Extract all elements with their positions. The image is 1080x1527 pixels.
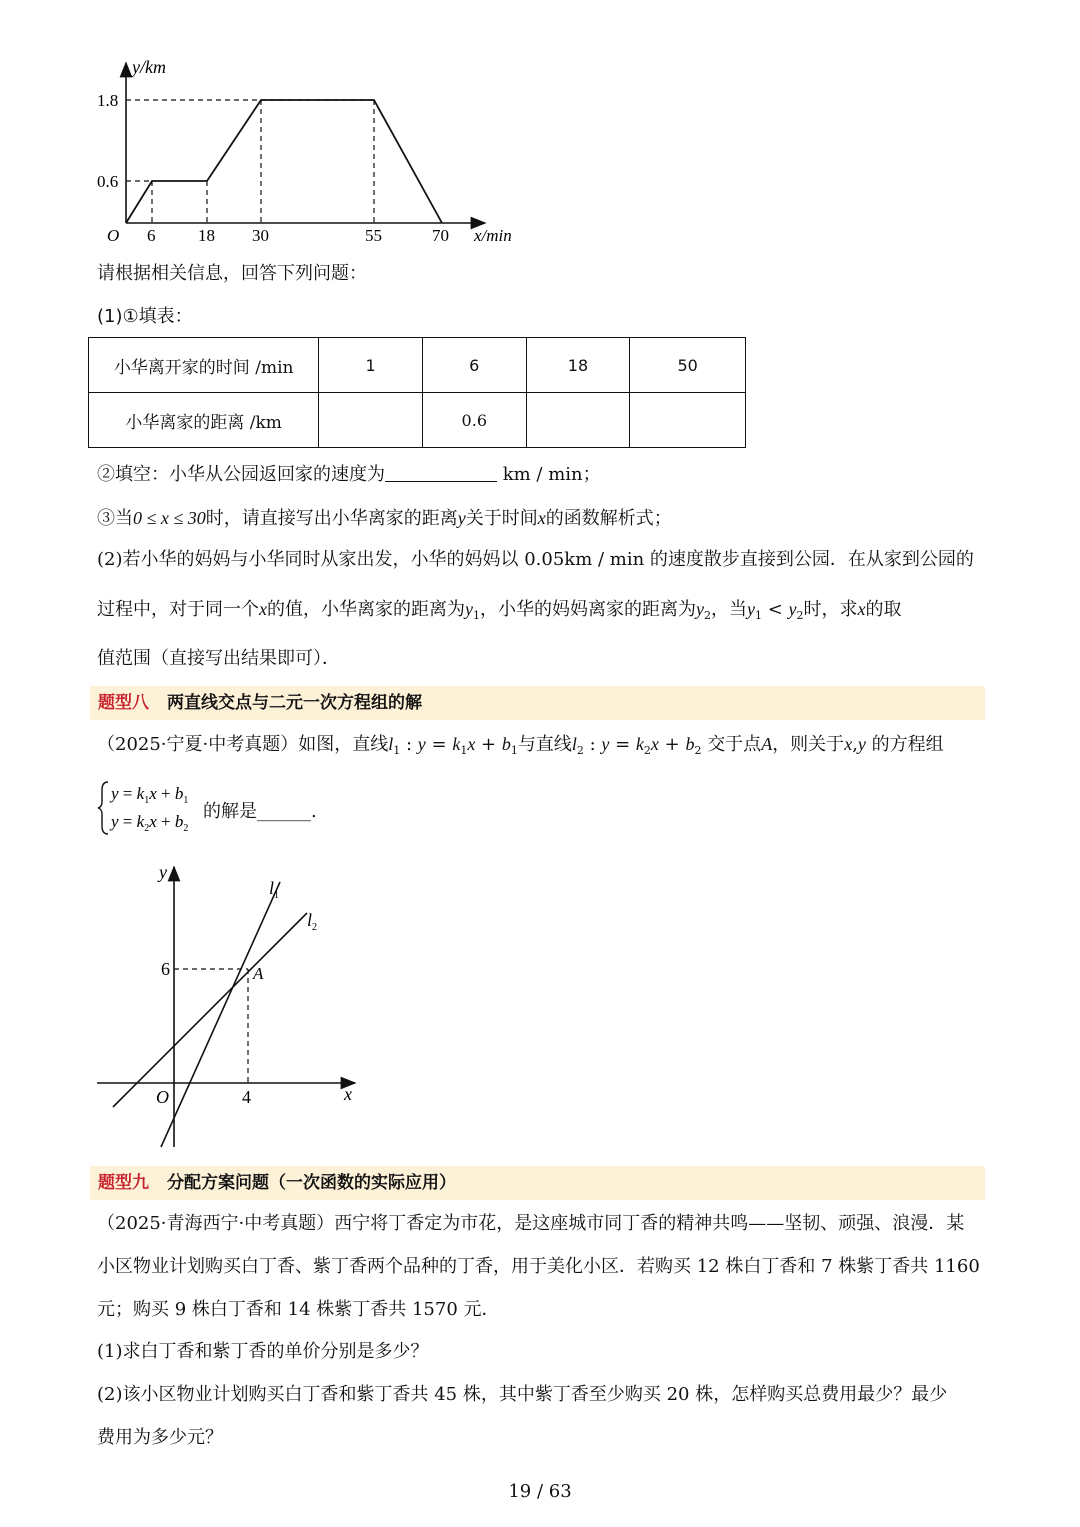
line-intersection-graph xyxy=(95,855,375,1155)
y-label: y xyxy=(159,862,167,882)
x-tick-30: 30 xyxy=(252,226,269,245)
table-cell-blank[interactable] xyxy=(526,393,630,448)
table-cell: 6 xyxy=(422,338,526,393)
q1-3-suffix: 的函数解析式； xyxy=(545,508,672,529)
section-header-8 xyxy=(90,686,985,720)
p8-text: 交于点 xyxy=(707,734,762,755)
problem9-line3: 元；购买 9 株白丁香和 14 株紫丁香共 1570 元． xyxy=(97,1299,500,1320)
l1-label: $l_1$ xyxy=(269,878,280,901)
problem9-q1: (1)求白丁香和紫丁香的单价分别是多少？ xyxy=(97,1341,429,1362)
answer-blank[interactable] xyxy=(385,463,497,482)
table-row-header: 小华离家的距离 /km xyxy=(89,393,319,448)
system-suffix: 的解是______. xyxy=(203,801,317,822)
x-tick-70: 70 xyxy=(432,226,449,245)
table-cell: 18 xyxy=(526,338,630,393)
q2-text: 的值，小华离家的距离为 xyxy=(267,599,465,620)
origin-label: O xyxy=(107,226,120,245)
y-axis-label: y/km xyxy=(132,57,166,77)
q1-3-prefix: ③当 xyxy=(97,508,133,529)
section-tag: 题型九 xyxy=(98,1173,149,1193)
line-l1 xyxy=(161,882,280,1147)
x-tick-4: 4 xyxy=(242,1087,251,1107)
q1-3-mid: 时，请直接写出小华离家的距离 xyxy=(205,508,458,529)
section-tag: 题型八 xyxy=(98,693,149,713)
origin-label: O xyxy=(156,1087,169,1107)
table-cell: 1 xyxy=(319,338,423,393)
section-title: 分配方案问题（一次函数的实际应用） xyxy=(167,1173,456,1193)
table-cell-blank[interactable] xyxy=(319,393,423,448)
problem9-q2-line2: 费用为多少元？ xyxy=(97,1427,223,1448)
q1-2-line xyxy=(97,463,601,487)
q1-heading: (1)①填表： xyxy=(97,306,193,327)
svg-text:y = k1x + b1: $y = k_1x + b_1$ xyxy=(111,784,189,806)
graph-line xyxy=(126,100,442,223)
distance-time-graph xyxy=(90,55,530,250)
y-tick-6: 6 xyxy=(161,959,170,979)
svg-text:y = k2x + b2: $y = k_2x + b_2$ xyxy=(111,812,189,834)
problem9-q2-line1: (2)该小区物业计划购买白丁香和紫丁香共 45 株，其中紫丁香至少购买 20 株，怎样购买总费用最少？最少 xyxy=(97,1384,948,1405)
q1-2-prefix: ②填空：小华从公园返回家的速度为 xyxy=(97,464,385,485)
line-l2 xyxy=(113,913,307,1107)
page-number: 19 / 63 xyxy=(508,1481,572,1502)
table-row xyxy=(89,338,746,393)
equation-system xyxy=(96,778,206,838)
table-row-header: 小华离开家的时间 /min xyxy=(89,338,319,393)
table-cell: 0.6 xyxy=(422,393,526,448)
q1-2-suffix: km / min； xyxy=(502,464,601,485)
q1-3-mid2: 关于时间 xyxy=(465,508,538,529)
var-y: y xyxy=(457,508,466,528)
p8-text: 的方程组 xyxy=(871,734,944,755)
intro-text: 请根据相关信息，回答下列问题： xyxy=(97,263,367,284)
problem9-line1: （2025·青海西宁·中考真题）西宁将丁香定为市花，是这座城市同丁香的精神共鸣——坚韧、顽强、浪漫．某 xyxy=(97,1213,965,1234)
problem8-line1: （2025·宁夏·中考真题）如图，直线$l_1$ : $y = k_1x + b_1$与直线$l_2$ : $y = k_2x + b_2$ 交于点A，则关于x,y 的方程组 xyxy=(97,734,944,757)
q2-line3: 值范围（直接写出结果即可）． xyxy=(97,648,340,669)
y-tick-1-8: 1.8 xyxy=(97,91,119,110)
problem9-line2: 小区物业计划购买白丁香、紫丁香两个品种的丁香，用于美化小区．若购买 12 株白丁香和 7 株紫丁香共 1160 xyxy=(97,1256,980,1277)
y-tick-0-6: 0.6 xyxy=(97,172,119,191)
x-tick-18: 18 xyxy=(198,226,215,245)
table-cell: 50 xyxy=(630,338,746,393)
inequality: 0 ≤ x ≤ 30 xyxy=(133,508,206,528)
q2-text: ，小华的妈妈离家的距离为 xyxy=(480,599,696,620)
brace-icon xyxy=(98,782,108,834)
q2-text: 过程中，对于同一个 xyxy=(97,599,259,620)
q1-3-line xyxy=(97,506,672,531)
section-header-9 xyxy=(90,1166,985,1200)
x-tick-6: 6 xyxy=(147,226,156,245)
x-tick-55: 55 xyxy=(365,226,382,245)
q2-text: 时，求 xyxy=(803,599,858,620)
q2-text: 的取 xyxy=(865,599,902,620)
q2-line1: (2)若小华的妈妈与小华同时从家出发，小华的妈妈以 0.05km / min 的速度散步直接到公园．在从家到公园的 xyxy=(97,549,974,570)
x-label: x xyxy=(344,1084,352,1104)
p8-text: ，则关于 xyxy=(772,734,845,755)
l2-label: $l_2$ xyxy=(307,910,318,933)
point-a-label: A xyxy=(253,964,264,983)
x-axis-label: x/min xyxy=(474,226,512,245)
q2-text: ，当 xyxy=(711,599,747,620)
var-x: x xyxy=(537,508,546,528)
q2-line2: 过程中，对于同一个x的值，小华离家的距离为$y_1$，小华的妈妈离家的距离为$y_2$，当$y_1 < y_2$时，求x的取 xyxy=(97,599,902,622)
fill-table xyxy=(88,337,746,448)
p8-text: 与直线 xyxy=(517,734,572,755)
table-row xyxy=(89,393,746,448)
p8-text: （2025·宁夏·中考真题）如图，直线 xyxy=(97,734,389,755)
section-title: 两直线交点与二元一次方程组的解 xyxy=(167,693,422,713)
table-cell-blank[interactable] xyxy=(630,393,746,448)
